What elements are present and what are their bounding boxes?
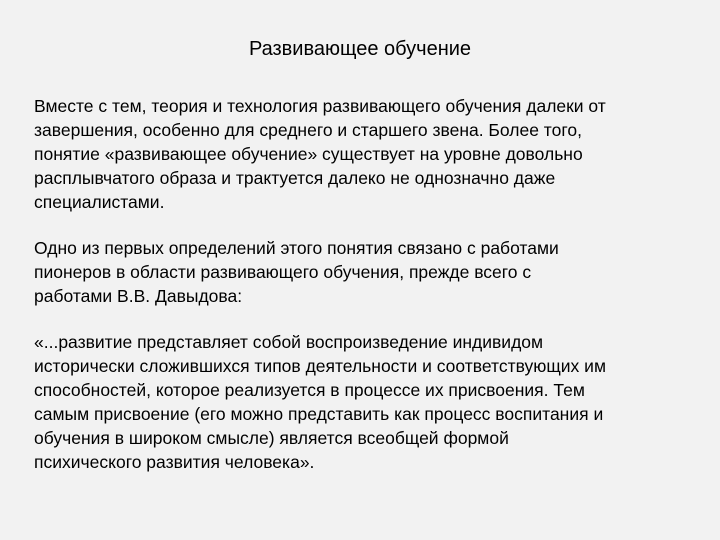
text-line: Одно из первых определений этого понятия связано с работами xyxy=(34,238,559,258)
text-line: специалистами. xyxy=(34,192,165,212)
text-line: работами В.В. Давыдова: xyxy=(34,286,243,306)
paragraph-definition xyxy=(34,236,699,308)
paragraph-quote xyxy=(34,330,699,474)
text-line: «...развитие представляет собой воспроизведение индивидом xyxy=(34,332,544,352)
slide-body xyxy=(34,94,699,474)
text-line: исторически сложившихся типов деятельности и соответствующих им xyxy=(34,356,606,376)
text-line: самым присвоение (его можно представить как процесс воспитания и xyxy=(34,404,604,424)
paragraph-intro xyxy=(34,94,699,214)
text-line: расплывчатого образа и трактуется далеко не однозначно даже xyxy=(34,168,556,188)
text-line: обучения в широком смысле) является всеобщей формой xyxy=(34,428,509,448)
text-line: Вместе с тем, теория и технология развивающего обучения далеки от xyxy=(34,96,606,116)
text-line: понятие «развивающее обучение» существует на уровне довольно xyxy=(34,144,583,164)
text-line: завершения, особенно для среднего и старшего звена. Более того, xyxy=(34,120,582,140)
text-line: способностей, которое реализуется в процессе их присвоения. Тем xyxy=(34,380,585,400)
text-line: пионеров в области развивающего обучения, прежде всего с xyxy=(34,262,532,282)
text-line: психического развития человека». xyxy=(34,452,315,472)
slide-title: Развивающее обучение xyxy=(248,38,472,60)
